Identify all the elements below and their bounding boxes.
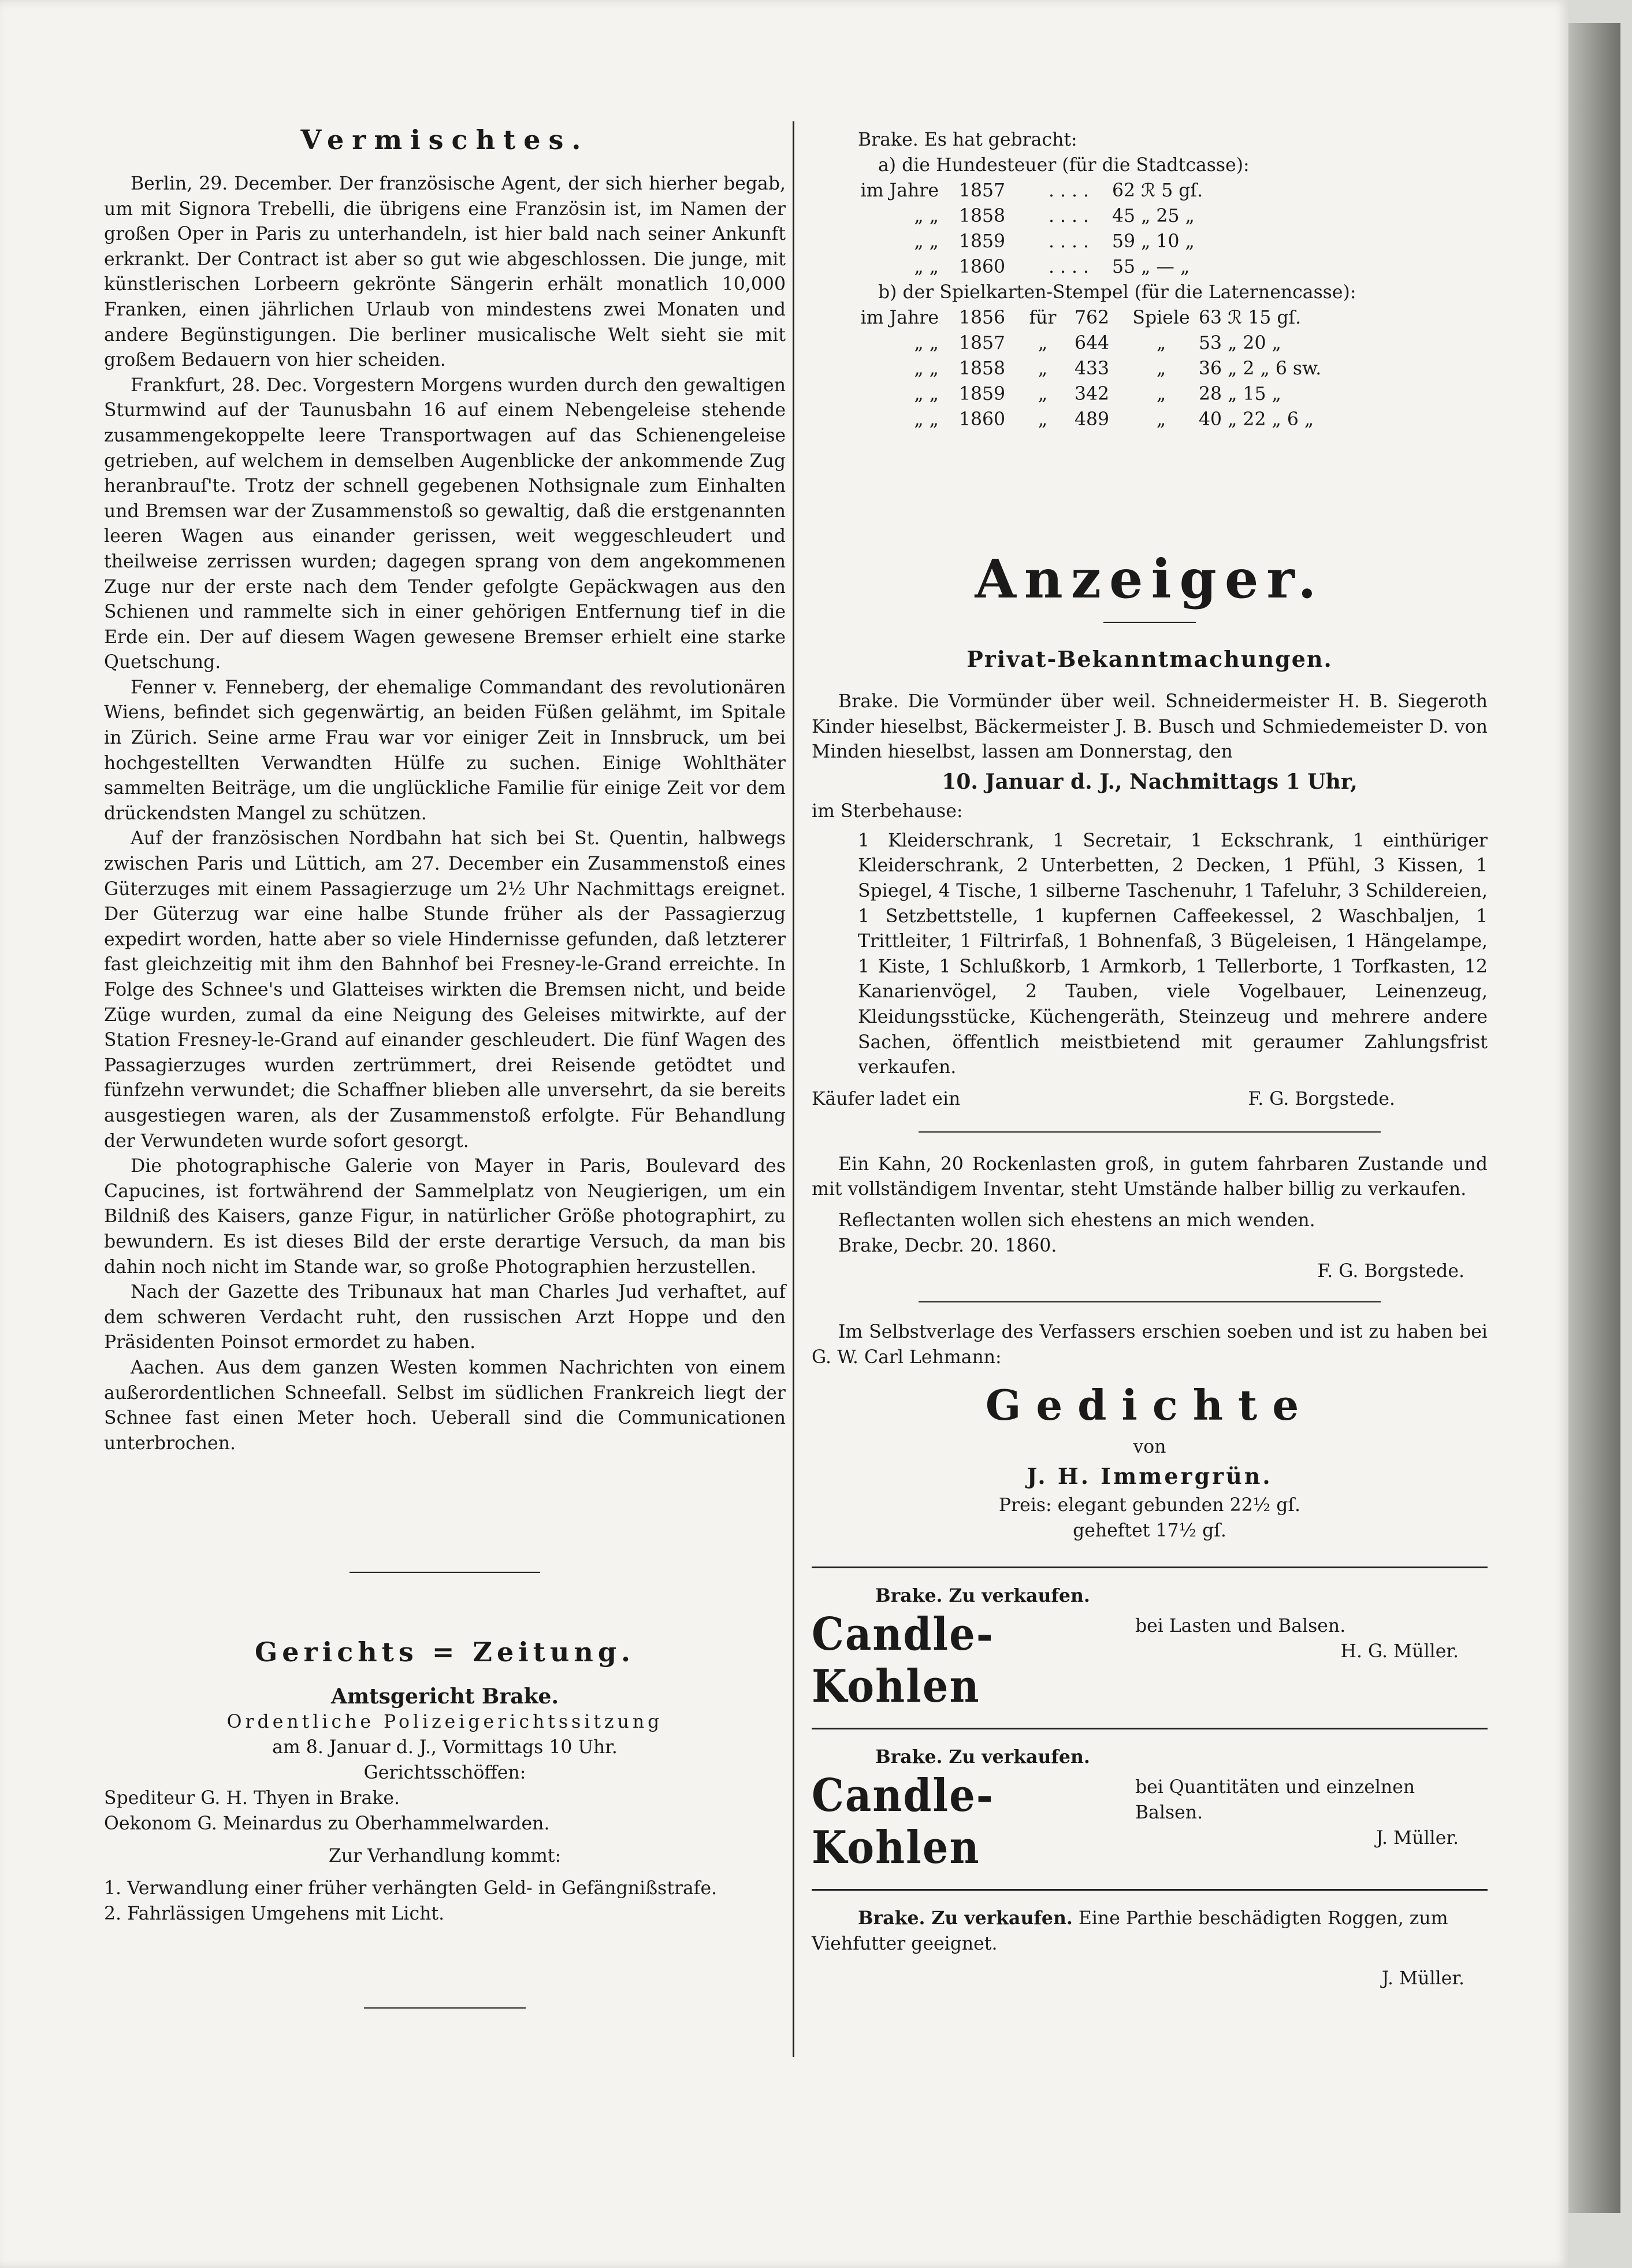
- hundesteuer-lead: „ „: [914, 206, 939, 227]
- spielkarten-year: 1860: [958, 409, 1006, 430]
- spielkarten-s: „: [1156, 409, 1166, 430]
- schoeffe-1: Spediteur G. H. Thyen in Brake.: [104, 1788, 400, 1809]
- ad1-heading: Brake. Zu verkaufen.: [875, 1585, 1090, 1607]
- hundesteuer-lead: im Jahre: [860, 180, 939, 201]
- left-column: [104, 110, 786, 2025]
- session-date: am 8. Januar d. J., Vormittags 10 Uhr.: [272, 1737, 618, 1758]
- heading-rule: [1103, 622, 1196, 623]
- auction-footer: [812, 1086, 1488, 1112]
- spielkarten-val: 53 „ 20 „: [1199, 333, 1281, 354]
- auction-intro: Brake. Die Vormünder über weil. Schneidermeister H. B. Siegeroth Kinder hieselbst, Bäckermeister J. B. Busch und Schmiedemeister D. von Minden hieselbst, lassen am Donnerstag, den: [812, 691, 1488, 763]
- von-label: von: [1133, 1436, 1166, 1458]
- spielkarten-f: „: [1038, 409, 1048, 430]
- hundesteuer-dots: . . . .: [1048, 180, 1090, 201]
- spielkarten-f: für: [1029, 307, 1057, 328]
- auction-date: 10. Januar d. J., Nachmittags 1 Uhr,: [942, 769, 1358, 794]
- hundesteuer-lead: „ „: [914, 231, 939, 252]
- hundesteuer-dots: . . . .: [1048, 257, 1090, 277]
- spielkarten-n: 342: [1074, 384, 1110, 404]
- author-name: J. H. Immergrün.: [1027, 1463, 1273, 1490]
- spielkarten-year: 1857: [958, 333, 1006, 354]
- ad2-signature: J. Müller.: [1376, 1828, 1459, 1849]
- ad3: [812, 1906, 1488, 1957]
- ad-divider: [919, 1301, 1381, 1302]
- tax-intro: Brake. Es hat gebracht:: [858, 129, 1077, 150]
- hundesteuer-row: [812, 203, 1488, 229]
- kahn-date: Brake, Decbr. 20. 1860.: [838, 1235, 1057, 1256]
- gedichte-title: Gedichte: [985, 1380, 1314, 1430]
- hundesteuer-year: 1859: [958, 231, 1006, 252]
- ad3-text: Eine Parthie beschädigten Roggen, zum Viehfutter geeignet.: [812, 1908, 1448, 1955]
- spielkarten-s: „: [1156, 358, 1166, 379]
- hundesteuer-row: [812, 229, 1488, 254]
- spielkarten-f: „: [1038, 333, 1048, 354]
- privat-heading: Privat-Bekanntmachungen.: [966, 646, 1333, 672]
- ad-rule: [812, 1728, 1488, 1729]
- hundesteuer-dots: . . . .: [1048, 206, 1090, 227]
- article-berlin: Berlin, 29. December. Der französische Agent, der sich hierher begab, um mit Signora Trebelli, die übrigens eine Französin ist, im Namen der großen Oper in Paris zu unterhandeln, ist hier bald nach seiner Ankunft erkrankt. Der Contract ist aber so gut wie abgeschlossen. Die junge, mit künstlerischen Lorbeern gekrönte Sängerin erhält monatlich 10,000 Franken, einen jährlichen Urlaub von mindestens zwei Monaten und andere Begünstigungen. Die berliner musicalische Welt sieht sie mit großem Bedauern von hier scheiden.: [104, 173, 786, 371]
- section-divider: [364, 2007, 526, 2009]
- spielkarten-lead: „ „: [914, 409, 939, 430]
- auction-buyers: Käufer ladet ein: [812, 1088, 961, 1109]
- hundesteuer-year: 1857: [958, 180, 1006, 201]
- spielkarten-n: 762: [1074, 307, 1110, 328]
- spielkarten-f: „: [1038, 358, 1048, 379]
- hundesteuer-lead: „ „: [914, 257, 939, 277]
- hundesteuer-val: 45 „ 25 „: [1112, 206, 1195, 227]
- spielkarten-n: 644: [1074, 333, 1110, 354]
- session-title: Ordentliche Polizeigerichtssitzung: [226, 1712, 663, 1733]
- ad1-detail: [1135, 1609, 1482, 1664]
- ad2-heading: Brake. Zu verkaufen.: [875, 1746, 1090, 1768]
- hundesteuer-year: 1860: [958, 257, 1006, 277]
- tax-report: [812, 127, 1488, 432]
- spielkarten-f: „: [1038, 384, 1048, 404]
- hundesteuer-val: 55 „ — „: [1112, 257, 1190, 277]
- preis-geheftet: geheftet 17½ gſ.: [1073, 1520, 1226, 1542]
- spielkarten-year: 1856: [958, 307, 1006, 328]
- ad1-body: [812, 1609, 1488, 1713]
- auction-items: 1 Kleiderschrank, 1 Secretair, 1 Eckschrank, 1 einthüriger Kleiderschrank, 2 Unterbetten, 2 Decken, 1 Pfühl, 3 Kissen, 1 Spiegel, 4 Tische, 1 silberne Taschenuhr, 1 Tafeluhr, 3 Schildereien, 1 Setzbettstelle, 1 kupfernen Caffeekessel, 2 Waschbaljen, 1 Trittleiter, 1 Filtrirfaß, 1 Bohnenfaß, 3 Bügeleisen, 1 Hängelampe, 1 Kiste, 1 Schlußkorb, 1 Armkorb, 1 Tellerborte, 1 Torfkasten, 12 Kanarienvögel, 2 Tauben, viele Vogelbauer, Leinenzeug, Kleidungsstücke, Küchengeräth, Steinzeug und mehrere andere Sachen, öffentlich meistbietend mit geraumer Zahlungsfrist verkaufen.: [858, 830, 1488, 1078]
- ad2-detail: [1135, 1770, 1482, 1851]
- spielkarten-row: [812, 407, 1488, 432]
- hundesteuer-dots: . . . .: [1048, 231, 1090, 252]
- ad1-detail-text: bei Lasten und Balsen.: [1135, 1616, 1346, 1637]
- spielkarten-val: 36 „ 2 „ 6 sw.: [1199, 358, 1322, 379]
- section-heading-gericht: Gerichts = Zeitung.: [254, 1636, 635, 1668]
- kahn-reflect: Reflectanten wollen sich ehestens an mich wenden.: [838, 1209, 1315, 1231]
- ad1-signature: H. G. Müller.: [1340, 1641, 1459, 1662]
- ad-rule: [812, 1889, 1488, 1891]
- spielkarten-rows: [812, 305, 1488, 432]
- hundesteuer-row: [812, 178, 1488, 203]
- hundesteuer-val: 62 ℛ 5 gſ.: [1112, 180, 1203, 201]
- verlag-notice: Im Selbstverlage des Verfassers erschien soeben und ist zu haben bei G. W. Carl Lehmann:: [812, 1322, 1488, 1368]
- spielkarten-s: „: [1156, 333, 1166, 354]
- ad-divider: [919, 1131, 1381, 1133]
- spielkarten-s: Spiele: [1132, 307, 1190, 328]
- article-gazette: Nach der Gazette des Tribunaux hat man Charles Jud verhaftet, auf dem schweren Verdacht ruht, den russischen Arzt Hoppe und den Präsidenten Poinsot ermordet zu haben.: [104, 1282, 786, 1353]
- spielkarten-lead: „ „: [914, 358, 939, 379]
- spielkarten-lead: „ „: [914, 384, 939, 404]
- anzeiger-heading: Anzeiger.: [975, 548, 1325, 610]
- ad3-signature: J. Müller.: [1381, 1968, 1464, 1989]
- ad2-detail-text: bei Quantitäten und einzelnen Balsen.: [1135, 1777, 1415, 1824]
- spielkarten-row: [812, 305, 1488, 331]
- hundesteuer-rows: [812, 178, 1488, 280]
- article-frankfurt: Frankfurt, 28. Dec. Vorgestern Morgens wurden durch den gewaltigen Sturmwind auf der Taunusbahn 16 auf einem Nebengeleise stehende zusammengekoppelte leere Transportwagen auf das Schienengeleise getrieben, auf welchem in demselben Augenblicke der ankommende Zug heranbrauſ'te. Trotz der schnell gegebenen Nothsignale zum Einhalten und Bremsen war der Zusammenstoß so gewaltig, daß die erstgenannten leeren Wagen aus einander gerissen, weit weggeschleudert und theilweise zerrissen wurden; dagegen sprang von dem angekommenen Zuge nur der erste nach dem Tender gefolgte Gepäckwagen aus den Schienen und rammelte sich in einer gehörigen Entfernung tief in die Erde ein. Der auf diesem Wagen gewesene Bremser erhielt eine starke Quetschung.: [104, 374, 786, 673]
- spielkarten-year: 1859: [958, 384, 1006, 404]
- spielkarten-n: 489: [1074, 409, 1110, 430]
- auction-place: im Sterbehause:: [812, 800, 963, 822]
- spielkarten-s: „: [1156, 384, 1166, 404]
- right-column: [812, 110, 1488, 1991]
- article-aachen: Aachen. Aus dem ganzen Westen kommen Nachrichten von einem außerordentlichen Schneefall. Selbst im südlichen Frankreich liegt der Schnee fast einen Meter hoch. Ueberall sind die Communicationen unterbrochen.: [104, 1357, 786, 1454]
- ad2-body: [812, 1770, 1488, 1874]
- hundesteuer-row: [812, 254, 1488, 280]
- verhandlung-item-2: 2. Fahrlässigen Umgehens mit Licht.: [104, 1903, 445, 1925]
- spielkarten-row: [812, 381, 1488, 407]
- schoeffen-label: Gerichtsschöffen:: [363, 1762, 526, 1784]
- ad-rule: [812, 1567, 1488, 1568]
- spielkarten-val: 28 „ 15 „: [1199, 384, 1281, 404]
- article-nordbahn: Auf der französischen Nordbahn hat sich bei St. Quentin, halbwegs zwischen Paris und Lüttich, am 27. December ein Zusammenstoß eines Güterzuges mit einem Passagierzuge um 2½ Uhr Nachmittags ereignet. Der Güterzug war eine halbe Stunde früher als der Passagierzug expedirt worden, hatte aber so viele Hindernisse gefunden, daß letzterer fast gleichzeitig mit ihm den Bahnhof bei Fresney-le-Grand erreichte. In Folge des Schnee's und Glatteises wirkten die Bremsen nicht, und beide Züge wurden, zumal da eine Neigung des Geleises mitwirkte, auf der Station Fresney-le-Grand auf einander geschleudert. Die fünf Wagen des Passagierzuges wurden zertrümmert, drei Reisende getödtet und fünfzehn verwundet; die Schaffner blieben alle unversehrt, da sie bereits ausgestiegen waren, als der Zusammenstoß erfolgte. Für Behandlung der Verwundeten wurde sofort gesorgt.: [104, 828, 786, 1152]
- column-divider: [793, 121, 794, 2057]
- ad3-heading: Brake. Zu verkaufen.: [858, 1907, 1073, 1929]
- spielkarten-row: [812, 331, 1488, 356]
- hundesteuer-label: a) die Hundesteuer (für die Stadtcasse):: [878, 155, 1250, 176]
- ad1-candle-kohlen: Candle-Kohlen: [812, 1608, 994, 1713]
- spielkarten-val: 63 ℛ 15 gſ.: [1199, 307, 1302, 328]
- auction-signature: F. G. Borgstede.: [1248, 1088, 1395, 1109]
- spielkarten-val: 40 „ 22 „ 6 „: [1199, 409, 1314, 430]
- spielkarten-row: [812, 356, 1488, 381]
- spielkarten-label: b) der Spielkarten-Stempel (für die Laternencasse):: [878, 282, 1356, 303]
- article-fenneberg: Fenner v. Fenneberg, der ehemalige Commandant des revolutionären Wiens, befindet sich gegenwärtig, an beiden Füßen gelähmt, im Spitale in Zürich. Seine arme Frau war vor einiger Zeit in Innsbruck, um bei hochgestellten Verwandten Hülfe zu suchen. Einige Wohlthäter sammelten Beiträge, um die unglückliche Familie für einige Zeit vor dem drückendsten Mangel zu schützen.: [104, 677, 786, 824]
- spielkarten-n: 433: [1074, 358, 1110, 379]
- court-name: Amtsgericht Brake.: [331, 1684, 559, 1709]
- verhandlung-item-1: 1. Verwandlung einer früher verhängten Geld- in Gefängnißstrafe.: [104, 1878, 718, 1899]
- verhandlung-label: Zur Verhandlung kommt:: [328, 1846, 562, 1867]
- spielkarten-year: 1858: [958, 358, 1006, 379]
- section-heading-vermischtes: Vermischtes.: [300, 124, 589, 155]
- section-divider: [350, 1572, 540, 1573]
- preis-gebunden: Preis: elegant gebunden 22½ gſ.: [998, 1495, 1301, 1516]
- hundesteuer-year: 1858: [958, 206, 1006, 227]
- spielkarten-lead: im Jahre: [860, 307, 939, 328]
- article-photographie: Die photographische Galerie von Mayer in Paris, Boulevard des Capucines, ist fortwährend der Sammelplatz von Neugierigen, um ein Bildniß des Kaisers, ganze Figur, in natürlicher Größe photographirt, zu bewundern. Es ist dieses Bild der erste derartige Versuch, da man bis dahin noch nicht im Stande war, so große Photographien herzustellen.: [104, 1156, 786, 1278]
- spielkarten-lead: „ „: [914, 333, 939, 354]
- page-edge: [1568, 23, 1620, 2213]
- ad2-candle-kohlen: Candle-Kohlen: [812, 1769, 994, 1874]
- kahn-ad: Ein Kahn, 20 Rockenlasten groß, in gutem fahrbaren Zustande und mit vollständigem Inventar, steht Umstände halber billig zu verkaufen.: [812, 1153, 1488, 1200]
- hundesteuer-val: 59 „ 10 „: [1112, 231, 1195, 252]
- schoeffe-2: Oekonom G. Meinardus zu Oberhammelwarden.: [104, 1813, 550, 1835]
- kahn-signature: F. G. Borgstede.: [1317, 1261, 1464, 1282]
